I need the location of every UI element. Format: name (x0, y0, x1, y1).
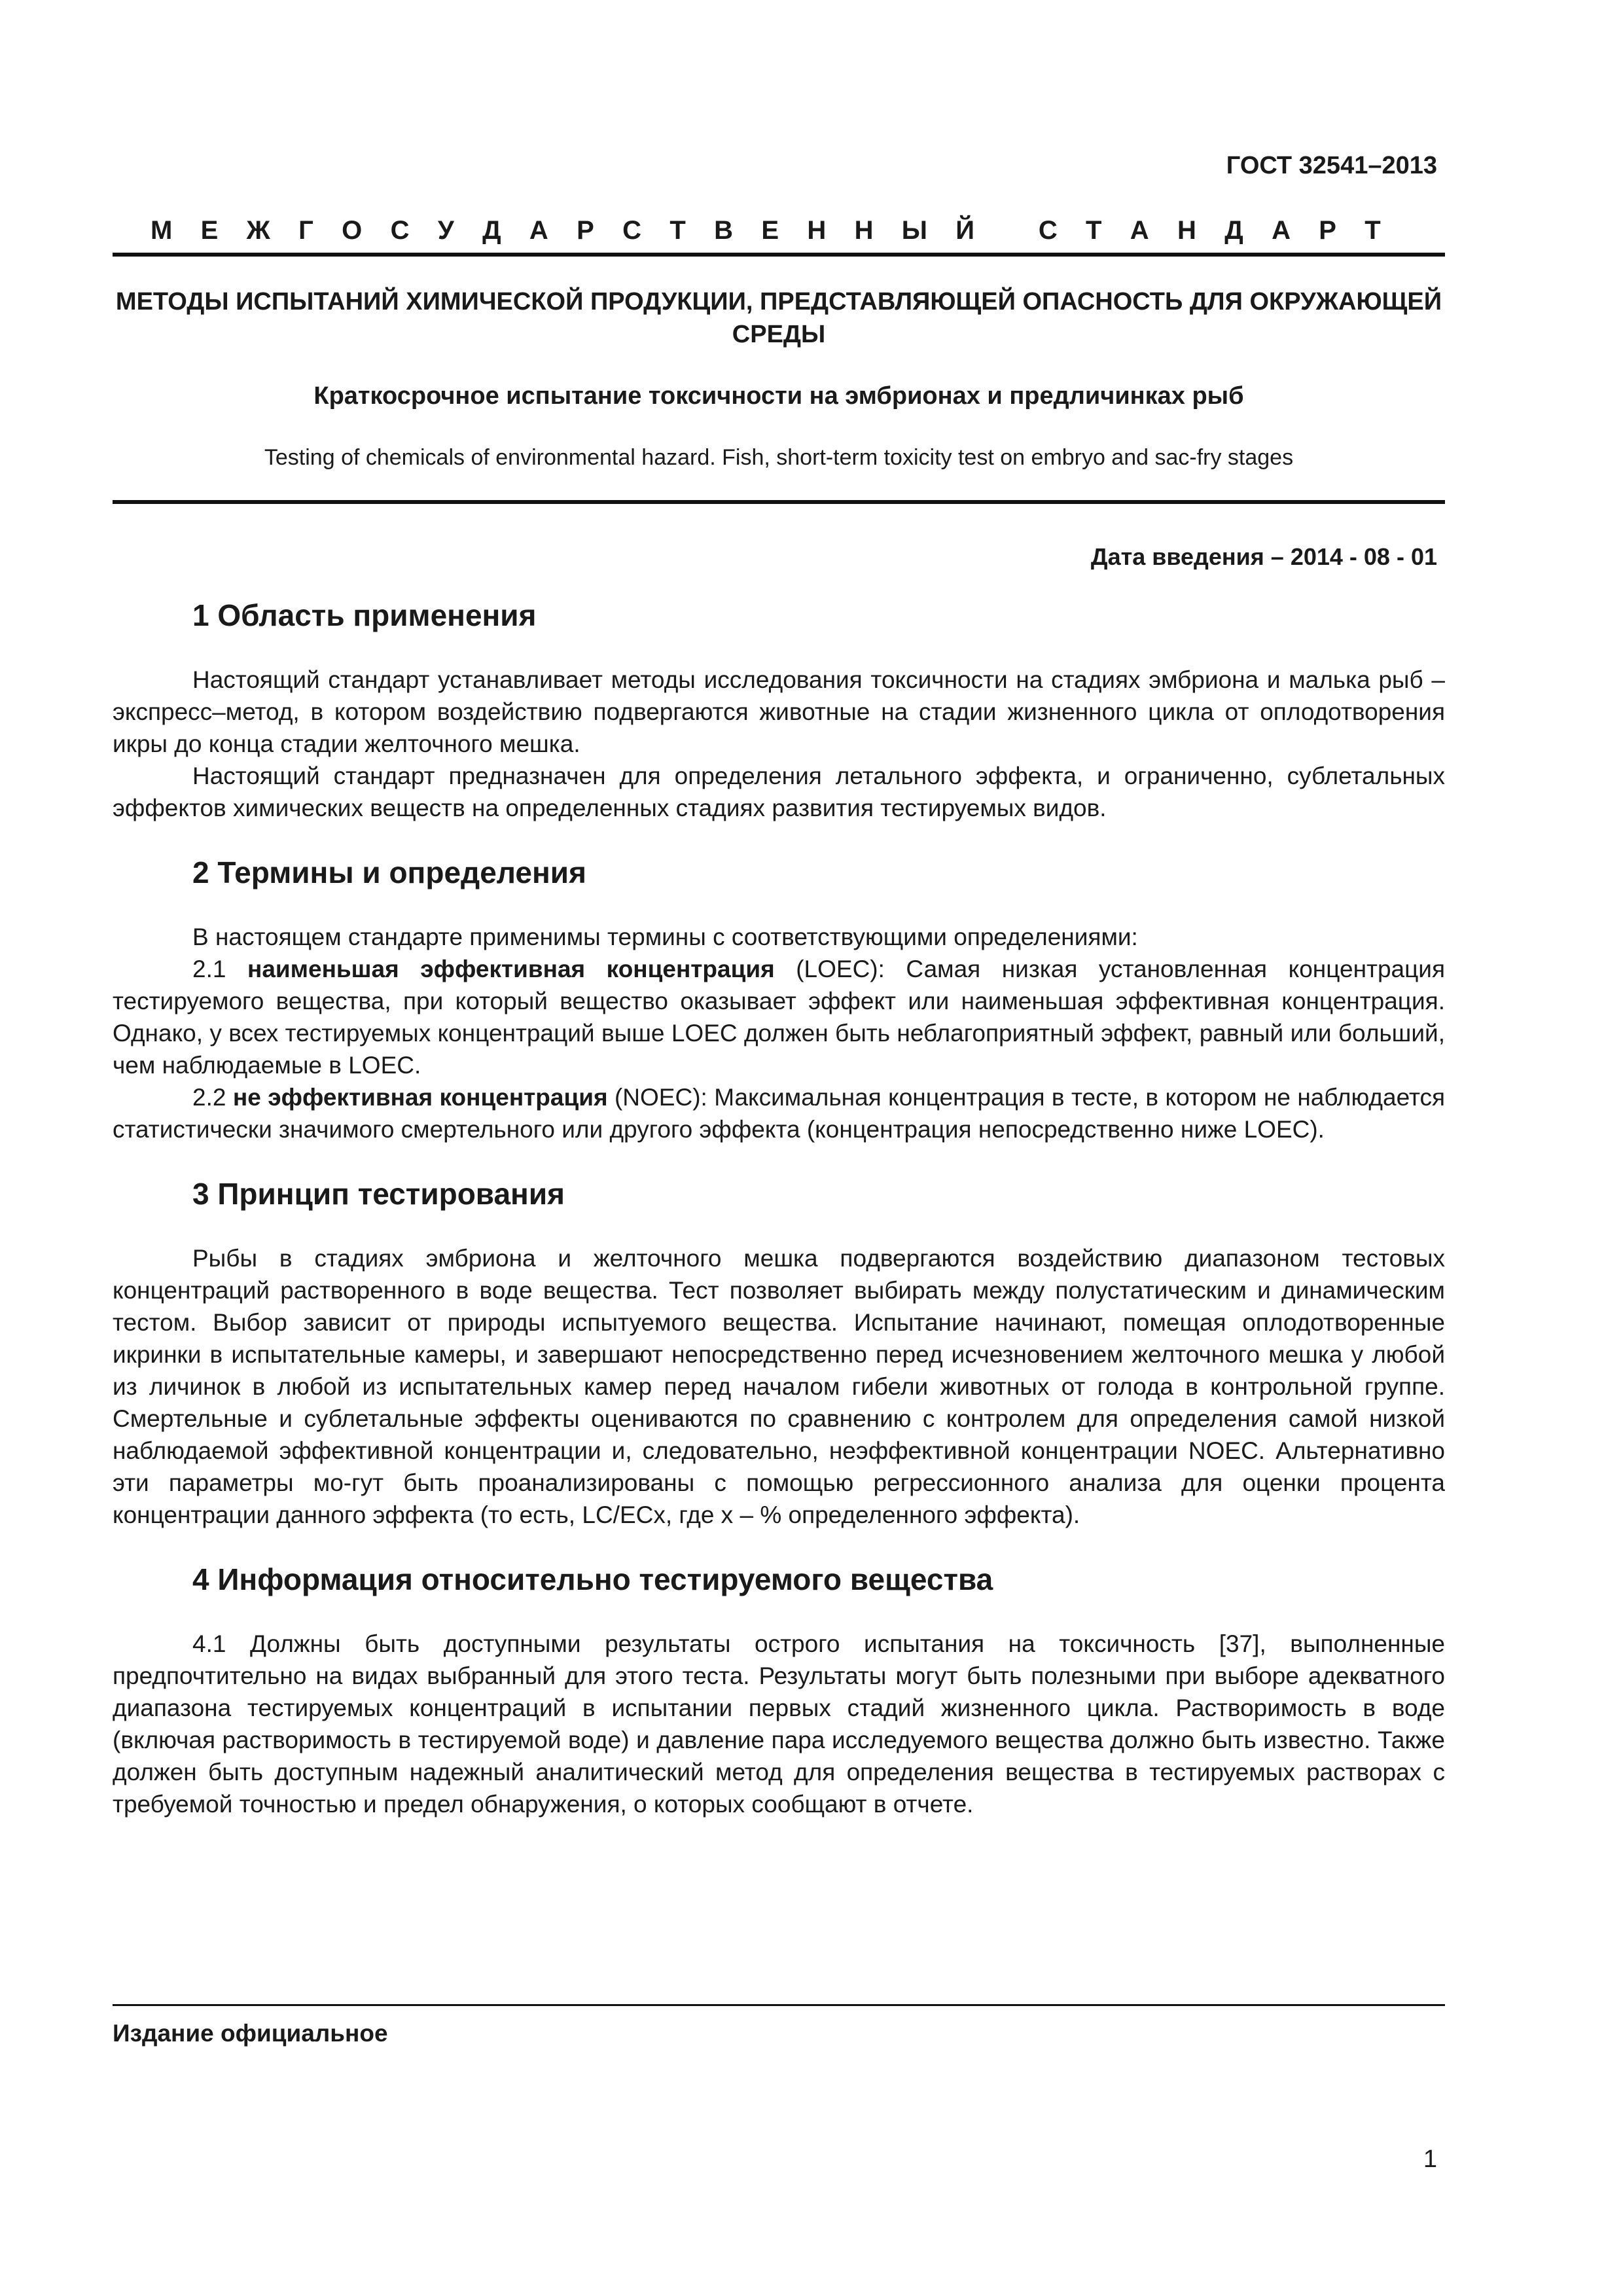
spaced-letter: Т (669, 216, 686, 245)
spaced-letter: А (1130, 216, 1149, 245)
spaced-letter: М (151, 216, 173, 245)
spaced-letter: А (529, 216, 548, 245)
spaced-letter: В (714, 216, 733, 245)
document-body (113, 596, 1445, 1849)
section-principle (113, 1174, 1445, 1531)
paragraph: 4.1 Должны быть доступными результаты острого испытания на токсичность [37], выполненные предпочтительно на видах выбранный для этого теста. Результаты могут быть полезными при выборе адекватного диапазона тестируемых концентраций в испытании первых стадий жизненного цикла. Растворимость в воде (включая растворимость в тестируемой воде) и давление пара исследуемого вещества должно быть известно. Также должен быть доступным надежный аналитический метод для определения вещества в тестируемых растворах с требуемой точностью и предел обнаружения, о которых сообщают в отчете. (113, 1630, 1445, 1818)
term-number: 2.2 (192, 1084, 226, 1111)
spaced-letter: Д (1224, 216, 1243, 245)
section-heading: 4 Информация относительно тестируемого вещества (192, 1562, 993, 1596)
paragraph: Рыбы в стадиях эмбриона и желточного мешка подвергаются воздействию диапазоном тестовых концентраций растворенного в воде вещества. Тест позволяет выбирать между полустатическим и динамическим тестом. Выбор зависит от природы испытуемого вещества. Испытание начинают, помещая оплодотворенные икринки в испытательные камеры, и завершают непосредственно перед исчезновением желточного мешка у любой из личинок в любой из испытательных камер перед началом гибели животных от голода в контрольной группе. Смертельные и сублетальные эффекты оцениваются по сравнению с контролем для определения самой низкой наблюдаемой эффективной концентрации и, следовательно, неэффективной концентрации NOEC. Альтернативно эти параметры мо-гут быть проанализированы с помощью регрессионного анализа для оценки процента концентрации данного эффекта (то есть, LC/ECx, где x – % определенного эффекта). (113, 1245, 1445, 1528)
spaced-letter: С (1038, 216, 1058, 245)
spaced-letter: С (622, 216, 642, 245)
spaced-letter: Т (1364, 216, 1381, 245)
term-definition (113, 1081, 1445, 1145)
edition-label: Издание официальное (113, 2020, 388, 2047)
term-number: 2.1 (192, 956, 226, 982)
spaced-letter: Н (807, 216, 827, 245)
section-scope (113, 596, 1445, 824)
term-definition (113, 953, 1445, 1081)
paragraph: Настоящий стандарт устанавливает методы исследования токсичности на стадиях эмбриона и малька рыб – экспресс–метод, в котором воздействию подвергаются животные на стадии жизненного цикла от оплодотворения икры до конца стадии желточного мешка. (113, 666, 1445, 757)
term-text: (NOEC): Максимальная концентрация в тесте, в котором не наблюдается статистически значимого смертельного или другого эффекта (концентрация непосредственно ниже LOEC). (113, 1084, 1446, 1143)
section-heading: 2 Термины и определения (192, 855, 586, 889)
spaced-letter: Р (577, 216, 594, 245)
section-heading: 1 Область применения (192, 598, 537, 632)
spaced-letter: Д (482, 216, 501, 245)
header-divider (113, 253, 1445, 257)
paragraph: Настоящий стандарт предназначен для определения летального эффекта, и ограниченно, сублетальных эффектов химических веществ на определенных стадиях развития тестируемых видов. (113, 762, 1445, 821)
section-heading: 3 Принцип тестирования (192, 1177, 565, 1211)
spaced-letter: Р (1319, 216, 1336, 245)
spaced-letter: Е (200, 216, 219, 245)
standard-code: ГОСТ 32541–2013 (1226, 152, 1437, 179)
section-terms (113, 853, 1445, 1145)
term-text: (LOEC): Самая низкая установленная концентрация тестируемого вещества, при который вещество оказывает эффект или наименьшая эффективная концентрация. Однако, у всех тестируемых концентраций выше LOEC должен быть неблагоприятный эффект, равный или больший, чем наблюдаемые в LOEC. (113, 956, 1446, 1079)
title-divider (113, 500, 1445, 504)
spaced-letter: А (1272, 216, 1291, 245)
document-subtitle: Краткосрочное испытание токсичности на эмбрионах и предличинках рыб (313, 382, 1244, 410)
spaced-letter: О (342, 216, 363, 245)
footer-divider (113, 2004, 1445, 2006)
section-substance-info (113, 1560, 1445, 1820)
english-title: Testing of chemicals of environmental hazard. Fish, short-term toxicity test on embryo and sac-fry stages (264, 445, 1294, 470)
page-number: 1 (1423, 2145, 1437, 2173)
spaced-letter: Й (955, 216, 975, 245)
spaced-letter: Ы (901, 216, 927, 245)
introduction-date: Дата введения – 2014 - 08 - 01 (1090, 543, 1437, 570)
spaced-letter: Т (1086, 216, 1102, 245)
spaced-letter: Ж (246, 216, 270, 245)
standard-type-label (151, 216, 1381, 245)
term-name: наименьшая эффективная концентрация (247, 956, 775, 982)
spaced-letter (1003, 216, 1010, 245)
document-title: МЕТОДЫ ИСПЫТАНИЙ ХИМИЧЕСКОЙ ПРОДУКЦИИ, ПРЕДСТАВЛЯЮЩЕЙ ОПАСНОСТЬ ДЛЯ ОКРУЖАЮЩЕЙ СРЕДЫ (115, 288, 1442, 348)
spaced-letter: У (437, 216, 454, 245)
spaced-letter: С (390, 216, 410, 245)
spaced-letter: Г (298, 216, 313, 245)
term-name: не эффективная концентрация (232, 1084, 608, 1111)
spaced-letter: Н (854, 216, 874, 245)
spaced-letter: Н (1177, 216, 1196, 245)
paragraph: В настоящем стандарте применимы термины с соответствующими определениями: (192, 924, 1138, 950)
spaced-letter: Е (761, 216, 779, 245)
